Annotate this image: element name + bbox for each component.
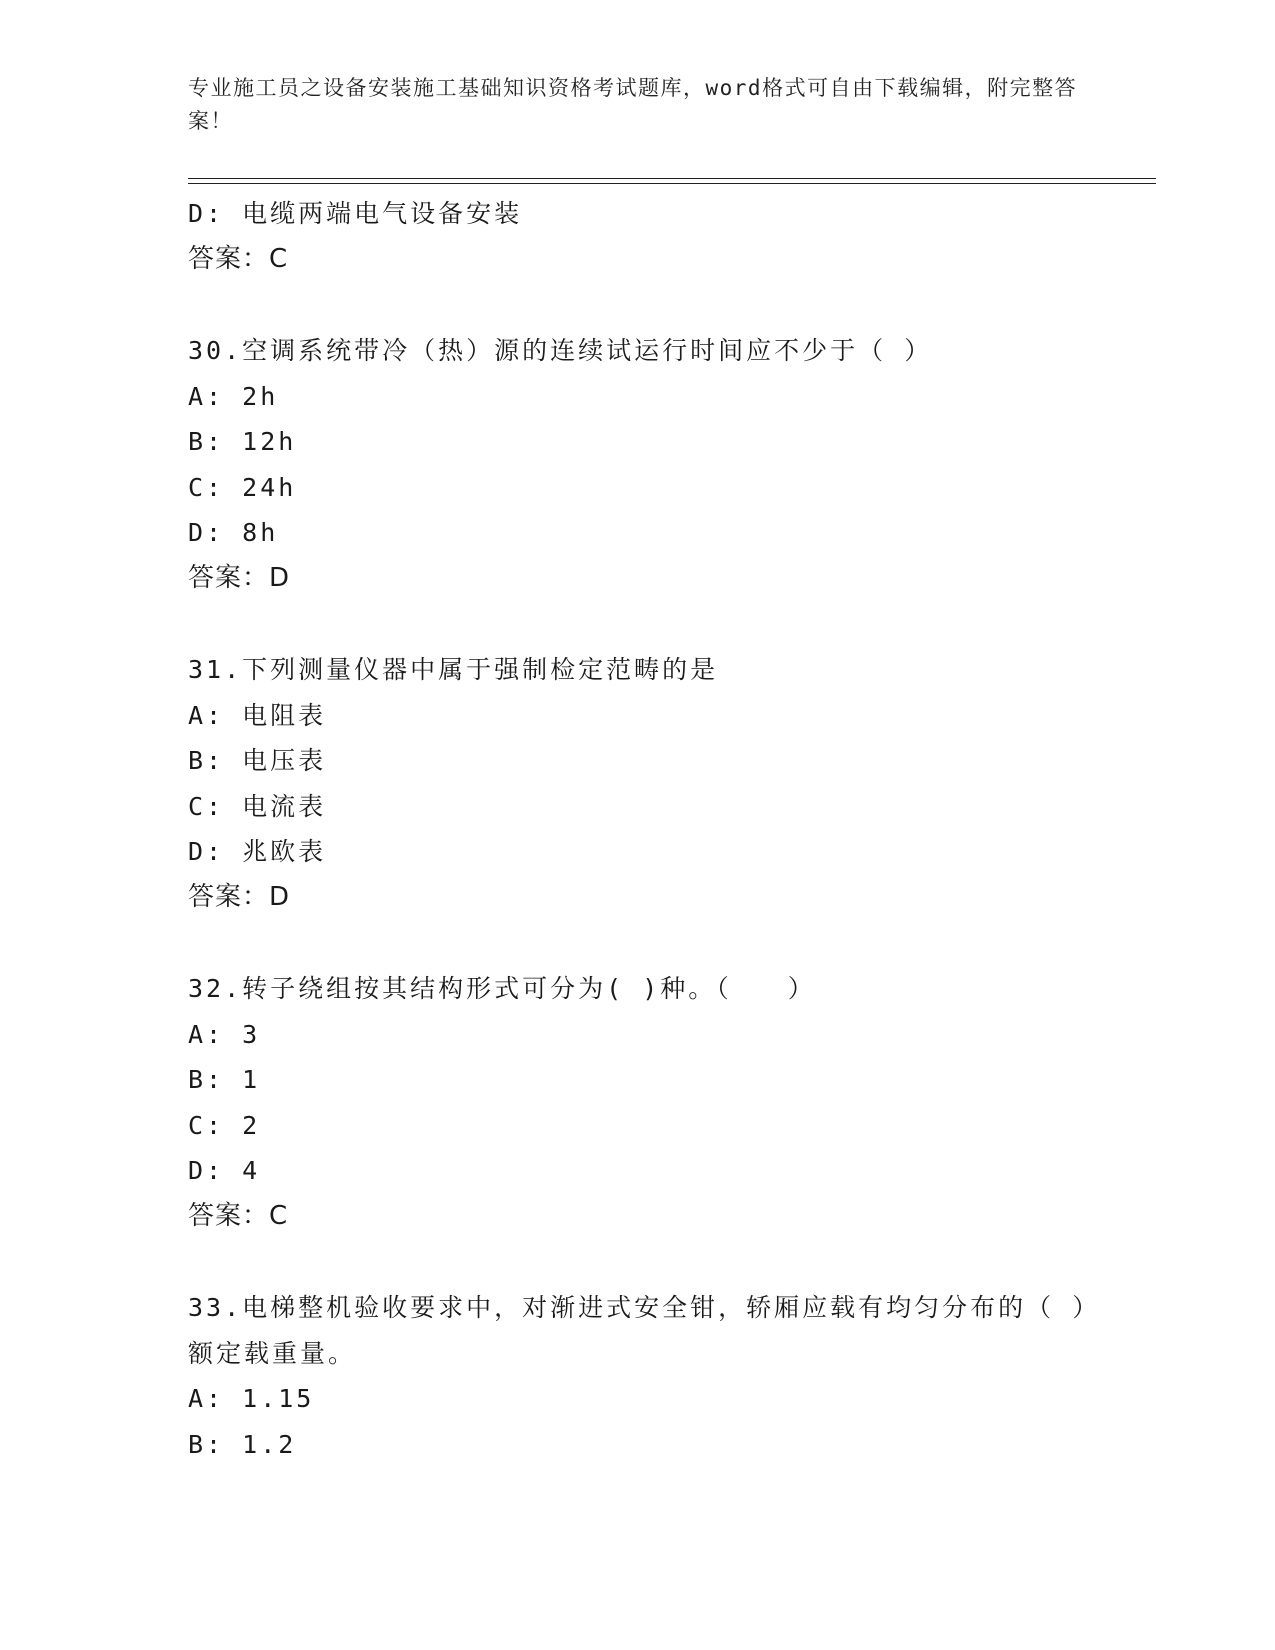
option-a: A: 2h [188, 381, 279, 411]
answer-line: 答案：D [188, 881, 291, 912]
option-d: D: 兆欧表 [188, 837, 327, 866]
question-stem: 32.转子绕组按其结构形式可分为( )种。（ ） [188, 974, 816, 1003]
question-stem: 30.空调系统带冷（热）源的连续试运行时间应不少于（ ） [188, 336, 933, 365]
option-b: B: 电压表 [188, 746, 327, 775]
option-b: B: 1 [188, 1065, 261, 1094]
question-stem: 31.下列测量仪器中属于强制检定范畴的是 [188, 655, 719, 684]
spacer [188, 282, 1128, 328]
answer-line: 答案：C [188, 1200, 289, 1231]
option-b: B: 1.2 [188, 1429, 297, 1459]
spacer [188, 601, 1128, 647]
option-c: C: 2 [188, 1110, 261, 1140]
question-stem: 33.电梯整机验收要求中，对渐进式安全钳，轿厢应载有均匀分布的（ ）额定载重量。 [188, 1293, 1088, 1368]
option-c: C: 电流表 [188, 791, 327, 821]
document-header: 专业施工员之设备安装施工基础知识资格考试题库，word格式可自由下载编辑，附完整答案！ [188, 76, 1078, 133]
header-divider-top [188, 178, 1156, 179]
question-list [188, 191, 1128, 1467]
option-a: A: 电阻表 [188, 700, 327, 730]
option-b: B: 12h [188, 427, 297, 456]
option-c: C: 24h [188, 472, 297, 502]
header-divider-bottom [188, 183, 1156, 184]
spacer [188, 920, 1128, 966]
answer-line: 答案：C [188, 243, 289, 274]
option-d: D: 电缆两端电气设备安装 [188, 199, 523, 228]
option-d: D: 8h [188, 518, 279, 547]
spacer [188, 1239, 1128, 1285]
option-a: A: 1.15 [188, 1384, 315, 1413]
answer-line: 答案：D [188, 562, 291, 593]
option-d: D: 4 [188, 1156, 261, 1185]
option-a: A: 3 [188, 1019, 261, 1049]
